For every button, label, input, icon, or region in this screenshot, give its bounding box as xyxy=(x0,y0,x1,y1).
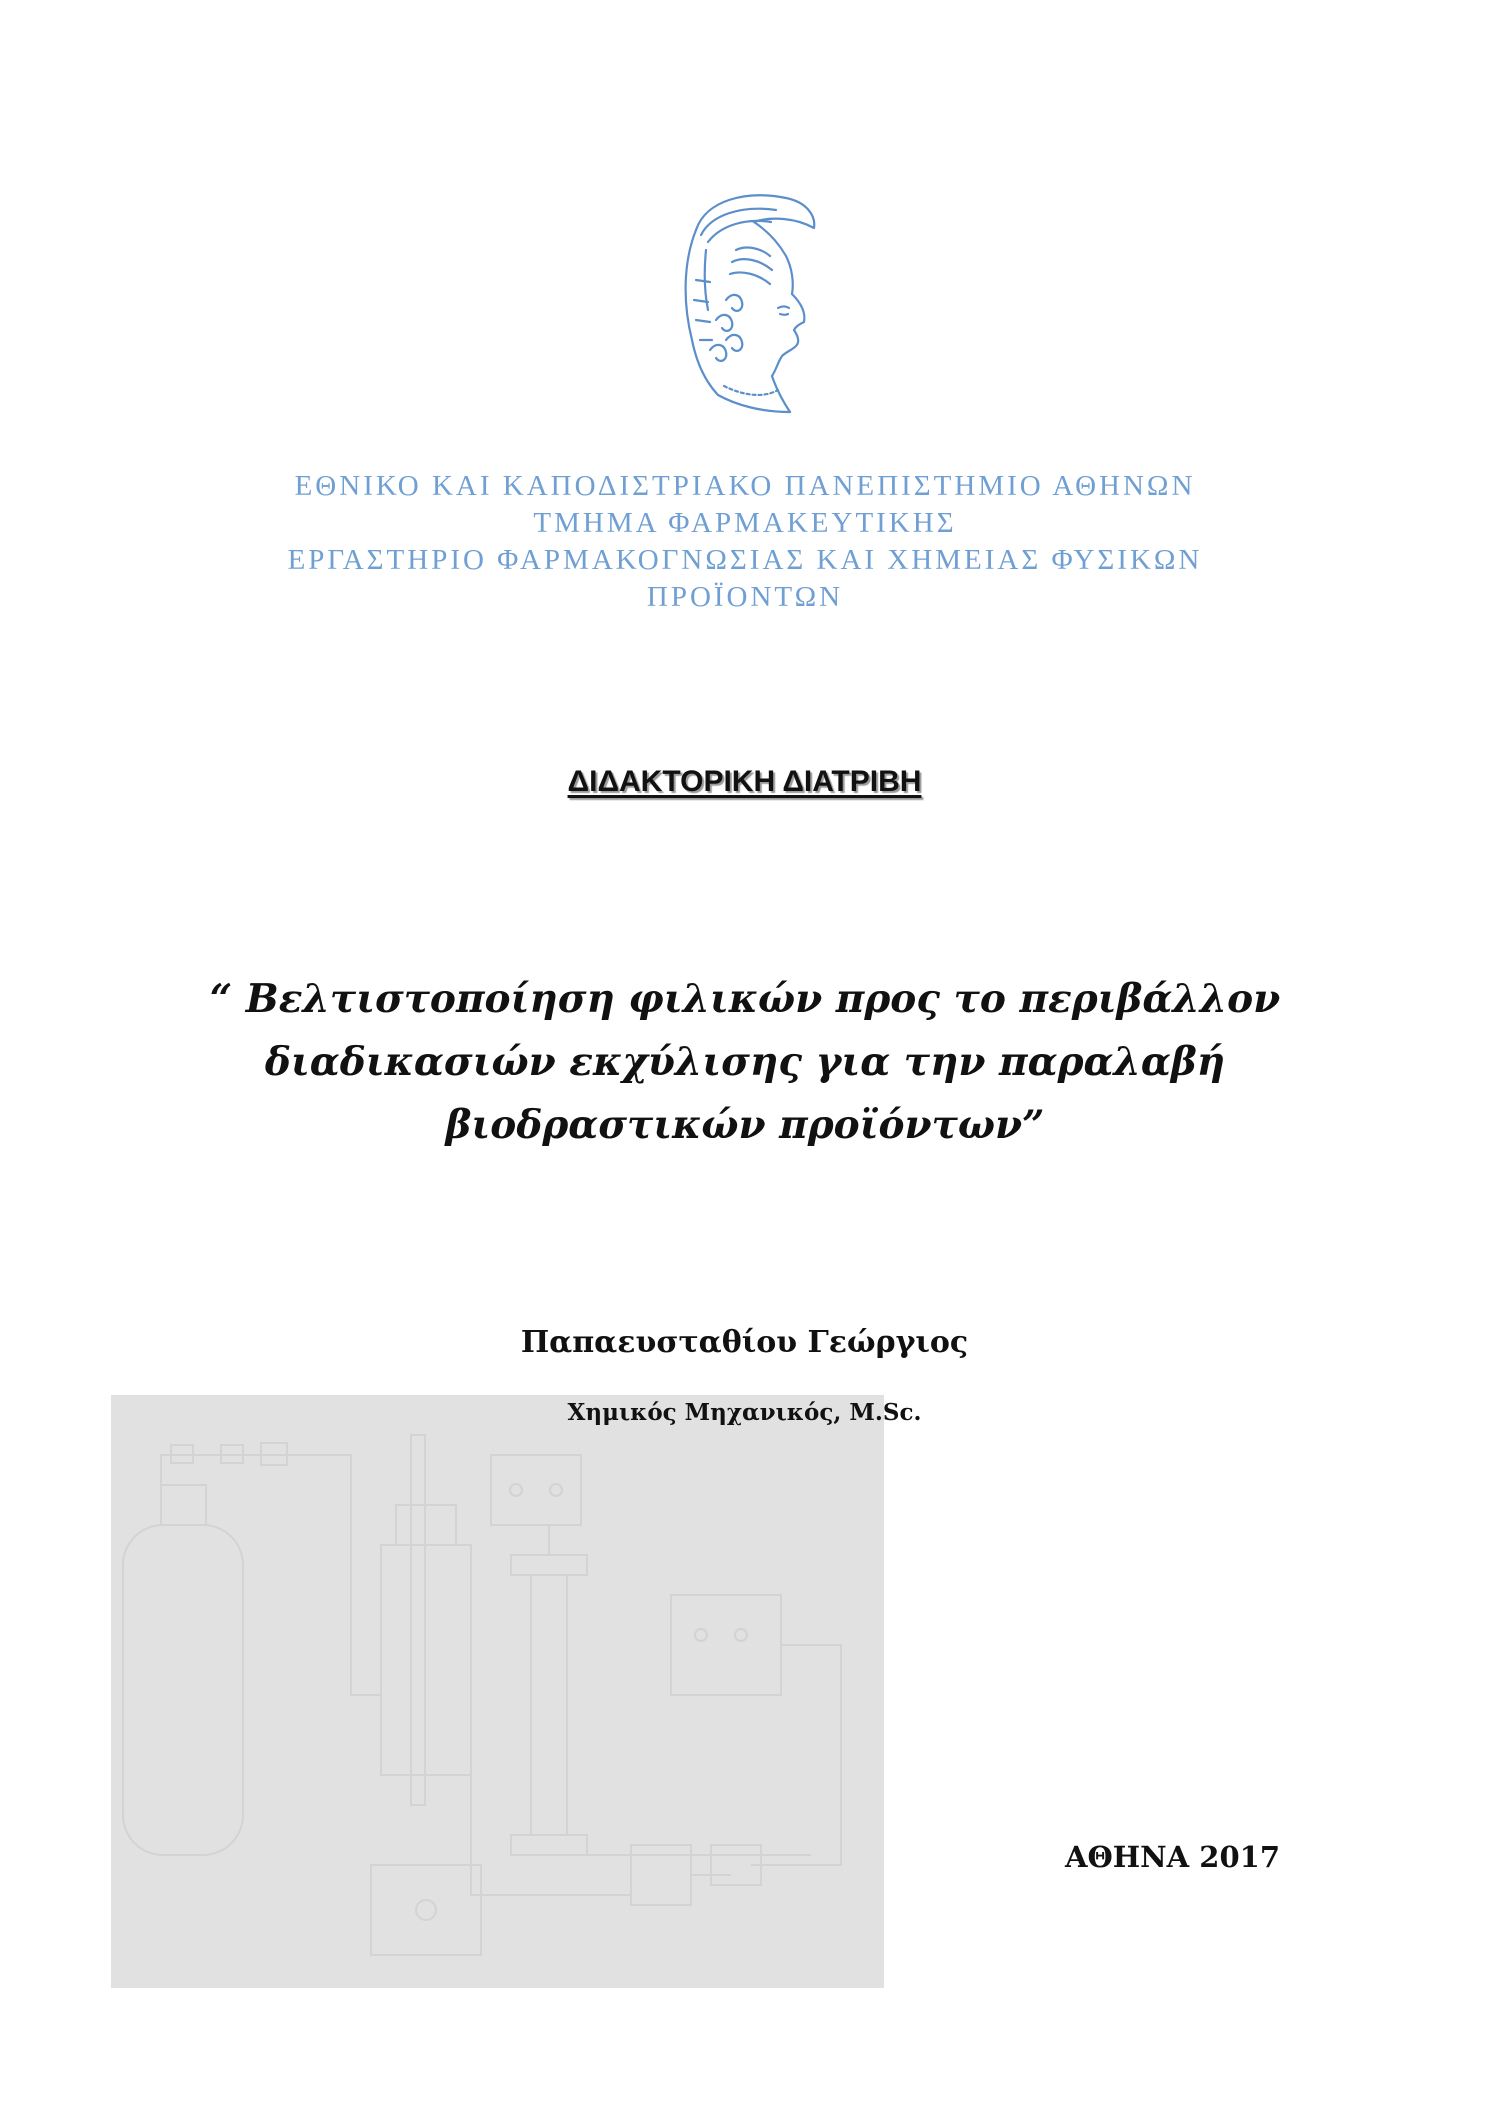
extraction-apparatus-figure xyxy=(111,1395,884,1988)
thesis-title-line: “ Βελτιστοποίηση φιλικών προς το περιβάλλον xyxy=(209,976,1281,1022)
thesis-title-line: διαδικασιών εκχύλισης για την παραλαβή xyxy=(264,1039,1226,1085)
laboratory-name-continued: ΠΡΟΪΟΝΤΩΝ xyxy=(646,581,844,613)
university-name: ΕΘΝΙΚΟ ΚΑΙ ΚΑΠΟΔΙΣΤΡΙΑΚΟ ΠΑΝΕΠΙΣΤΗΜΙΟ ΑΘΗΝΩΝ xyxy=(294,470,1196,502)
thesis-title-line: βιοδραστικών προϊόντων” xyxy=(445,1102,1045,1148)
author-credentials: Χημικός Μηχανικός, M.Sc. xyxy=(567,1399,922,1426)
university-heading xyxy=(200,468,1290,616)
author-name: Παπαευσταθίου Γεώργιος xyxy=(520,1325,969,1360)
department-name: ΤΜΗΜΑ ΦΑΡΜΑΚΕΥΤΙΚΗΣ xyxy=(533,507,957,539)
laboratory-name: ΕΡΓΑΣΤΗΡΙΟ ΦΑΡΜΑΚΟΓΝΩΣΙΑΣ ΚΑΙ ΧΗΜΕΙΑΣ ΦΥΣΙΚΩΝ xyxy=(287,544,1203,576)
athena-head-icon xyxy=(666,190,826,420)
extraction-apparatus-diagram-icon xyxy=(111,1395,884,1988)
document-type-heading: ΔΙΔΑΚΤΟΡΙΚΗ ΔΙΑΤΡΙΒΗ xyxy=(567,765,922,798)
place-and-date: ΑΘΗΝΑ 2017 xyxy=(1065,1840,1280,1874)
thesis-title xyxy=(160,968,1330,1157)
